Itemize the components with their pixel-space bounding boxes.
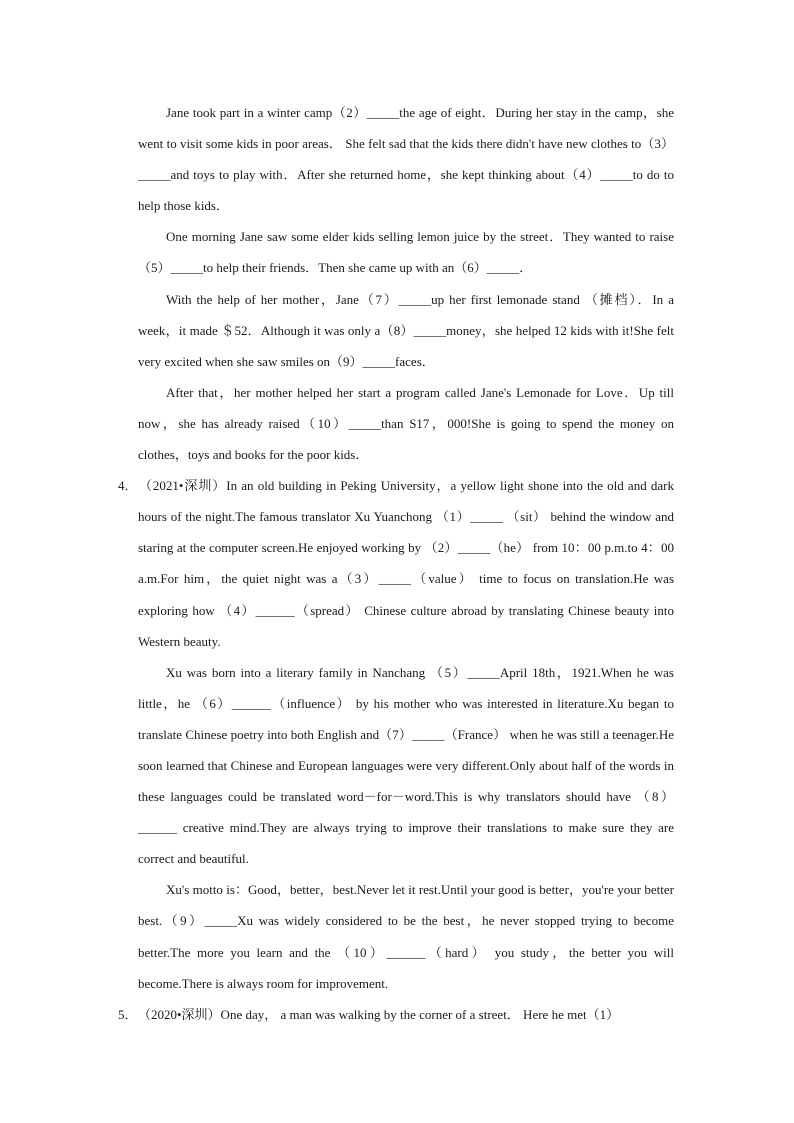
question-5-intro-text: （2020•深圳）One day， a man was walking by the corner of a street． Here he met（1） bbox=[138, 1006, 620, 1022]
question-4-paragraph-3: Xu's motto is：Good，better，best.Never let it rest.Until your good is better，you're your better best.（9）_____Xu was widely considered to be the best，he never stopped trying to become better.The more you learn and the （10）______（hard） you study，the better you will become.There is always room for improvement. bbox=[138, 882, 674, 991]
question-4-number: 4． bbox=[118, 478, 138, 494]
passage3-paragraph-1: Jane took part in a winter camp（2）_____the age of eight．During her stay in the camp，she went to visit some kids in poor areas． She felt sad that the kids there didn't have new clothes to（3）_____and toys to play with．After she returned home，she kept thinking about（4）_____to do to help those kids． bbox=[138, 105, 674, 214]
question-4-intro-text: （2021•深圳）In an old building in Peking University，a yellow light shone into the old and dark hours of the night.The famous translator Xu Yuanchong （1）_____ （sit） behind the window and staring at the computer screen.He enjoyed working by （2）_____（he） from 10：00 p.m.to 4：00 a.m.For him，the quiet night was a（3）_____（value） time to focus on translation.He was exploring how （4）______（spread） Chinese culture abroad by translating Chinese beauty into Western beauty. bbox=[138, 478, 674, 649]
passage3-paragraph-2: One morning Jane saw some elder kids selling lemon juice by the street．They wanted to raise（5）_____to help their friends．Then she came up with an（6）_____． bbox=[138, 229, 674, 276]
question-5-number: 5． bbox=[118, 1006, 138, 1022]
exercise-content bbox=[118, 97, 674, 1030]
question-4-paragraph-2: Xu was born into a literary family in Nanchang （5）_____April 18th，1921.When he was little，he （6）______（influence） by his mother who was interested in literature.Xu began to translate Chinese poetry into both English and（7）_____（France） when he was still a teenager.He soon learned that Chinese and European languages were very different.Only about half of the words in these languages could be translated word－for－word.This is why translators should have （8）______ creative mind.They are always trying to improve their translations to make sure they are correct and beautiful. bbox=[138, 664, 674, 867]
question-5-intro bbox=[118, 999, 674, 1030]
passage3-paragraph-3: With the help of her mother，Jane（7）_____up her first lemonade stand （摊档）．In a week，it made ＄52．Although it was only a（8）_____money，she helped 12 kids with it!She felt very excited when she saw smiles on（9）_____faces． bbox=[138, 291, 674, 369]
passage3-paragraph-4: After that，her mother helped her start a program called Jane's Lemonade for Love．Up till now，she has already raised（10）_____than S17，000!She is going to spend the money on clothes，toys and books for the poor kids． bbox=[138, 384, 674, 463]
question-4-intro bbox=[118, 470, 674, 657]
